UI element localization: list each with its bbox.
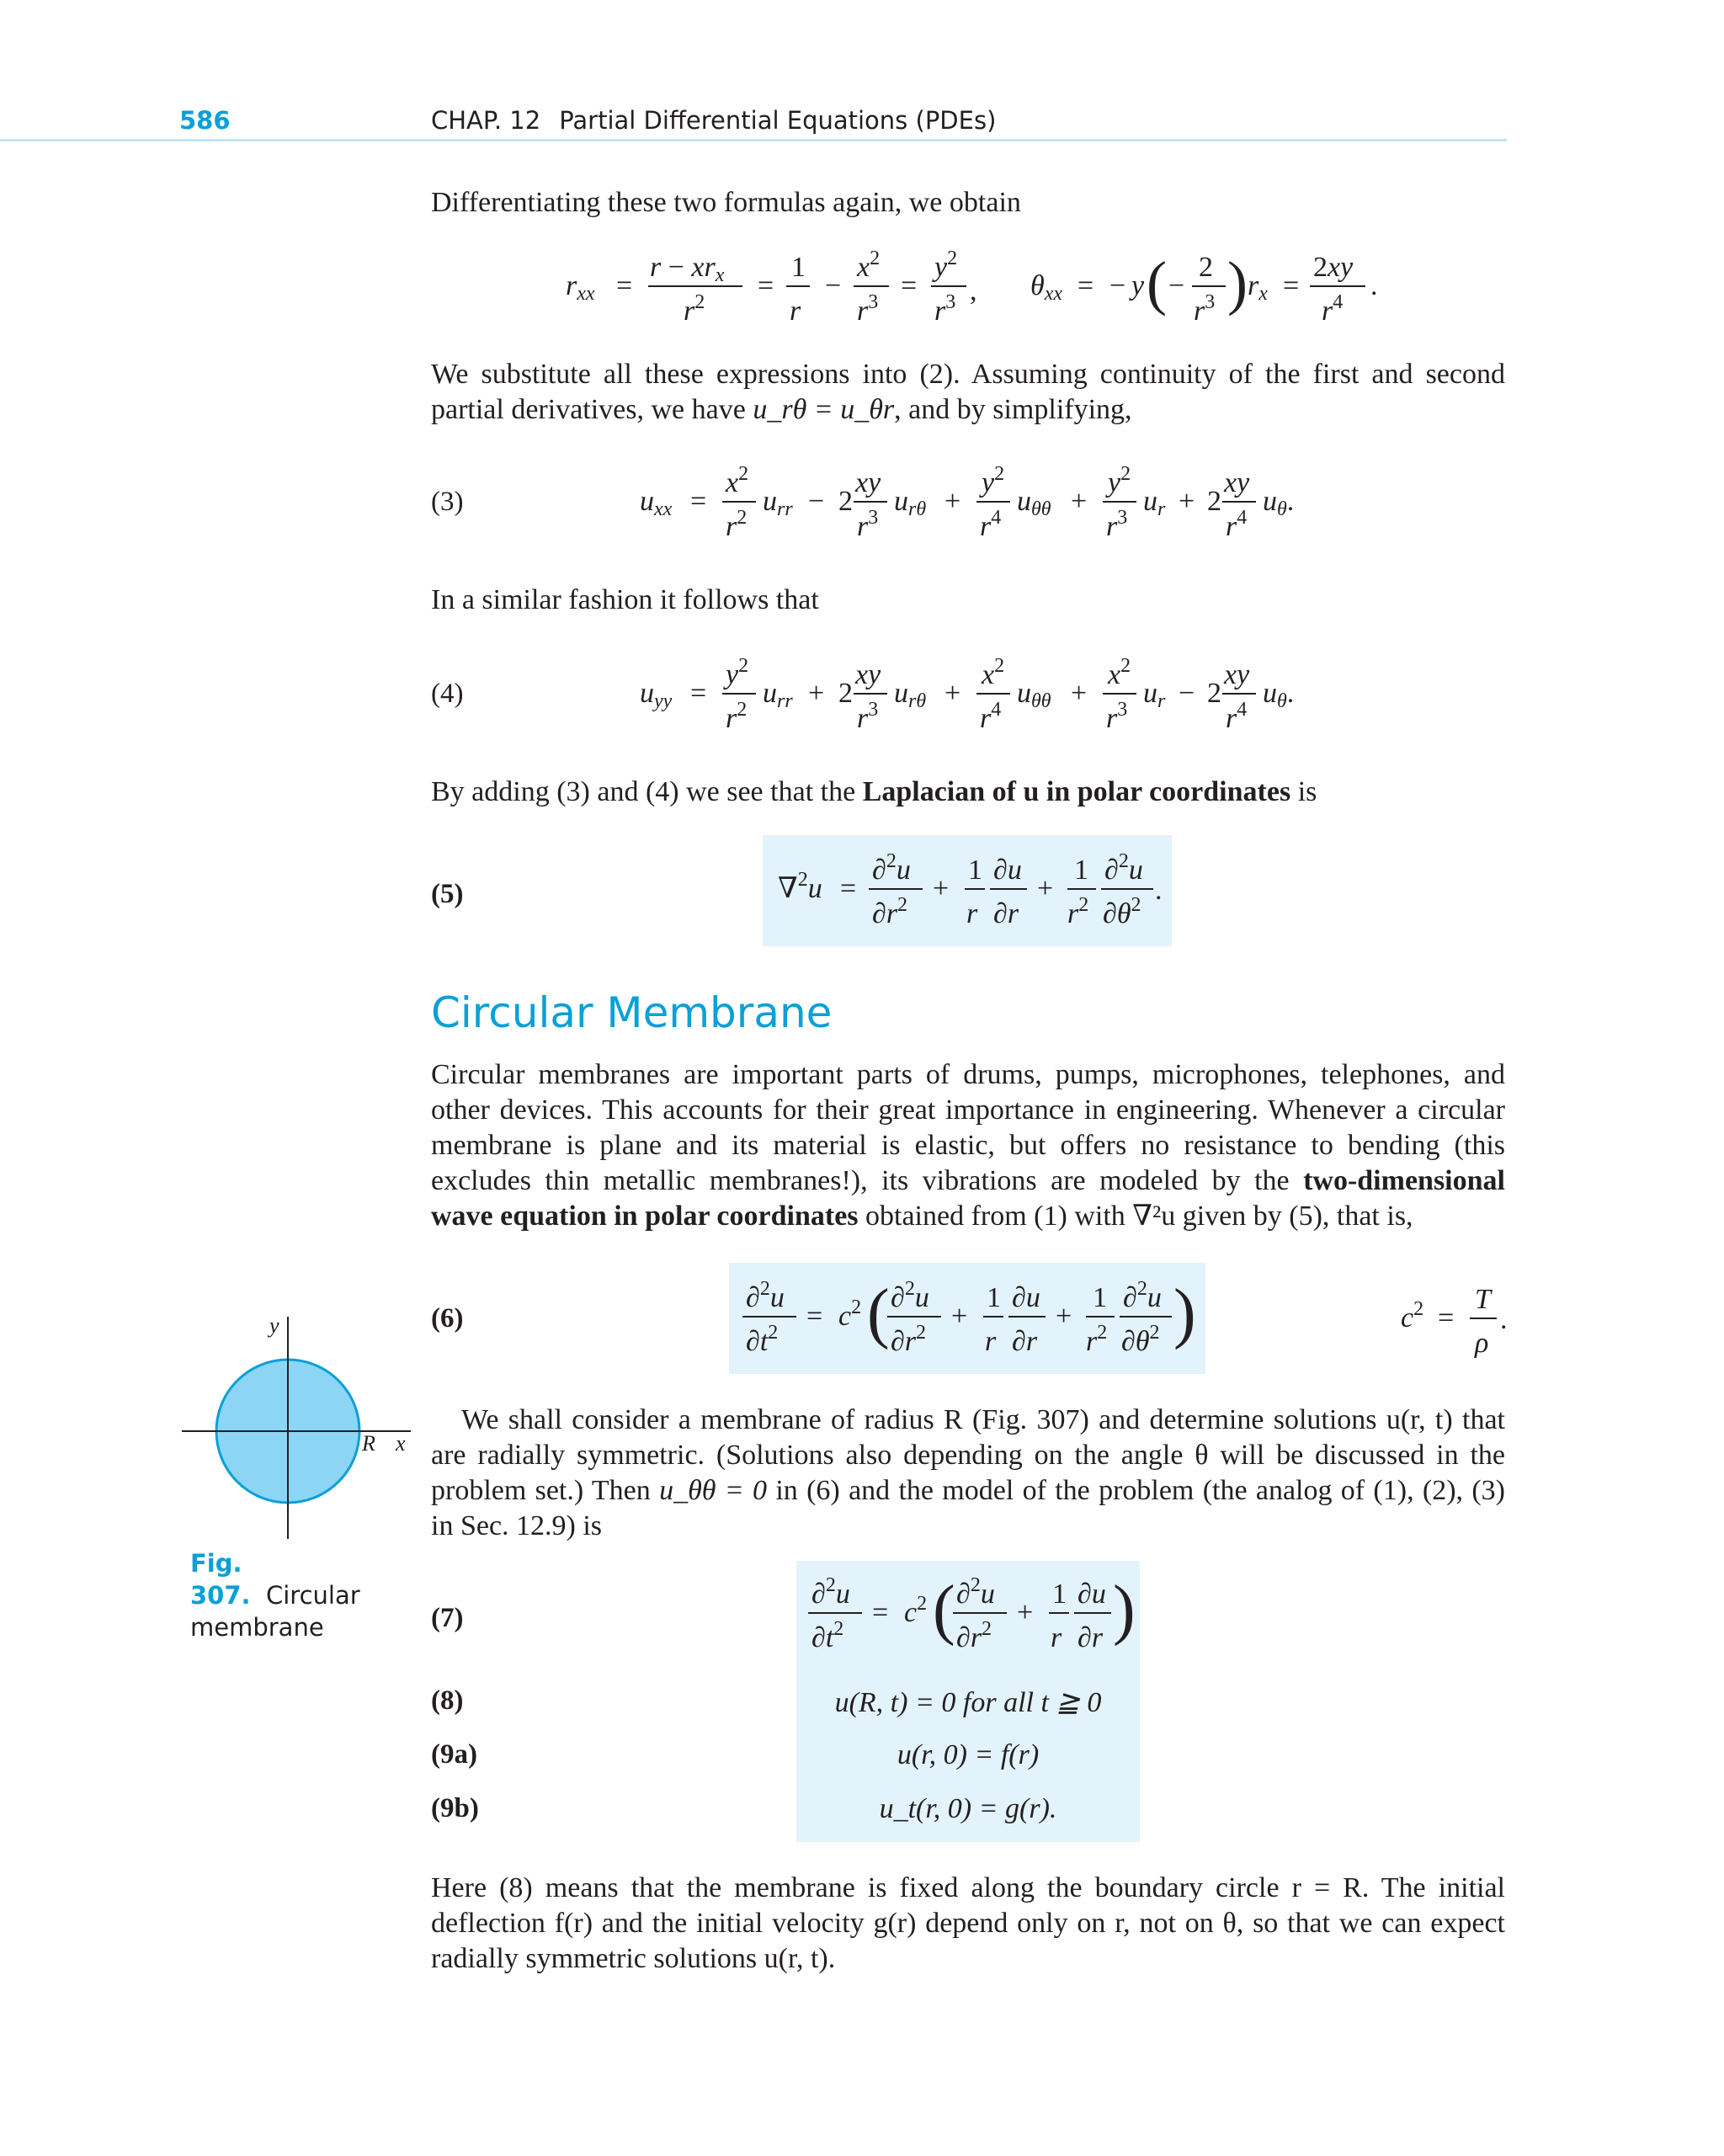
paragraph-6: We shall consider a membrane of radius R (Fig. 307) and determine solutions u(r, t) that are radially symmetric. (Solutions also depending on the angle θ will be discussed in the problem set.) Then u_θθ = 0 in (6) and the model of the problem (the analog of (1), (2), (3) in Sec. 12.9) is xyxy=(431,1404,1505,1541)
svg-text:.: . xyxy=(1370,270,1378,301)
svg-text:∂θ2: $\partial\theta^2$ xyxy=(1121,1322,1160,1357)
svg-text:uθ.: uθ. xyxy=(1263,486,1295,520)
svg-text:+: + xyxy=(1071,486,1088,517)
svg-text:r: r xyxy=(790,295,801,327)
equation-label-4: (4) xyxy=(431,679,464,709)
svg-text:r3: $r^3$ xyxy=(857,291,879,327)
svg-text:r2: $r^2$ xyxy=(726,507,748,542)
svg-text:+: + xyxy=(944,678,961,709)
svg-text:(: ( xyxy=(933,1573,955,1647)
equation-6 xyxy=(742,1273,1197,1365)
svg-text:=: = xyxy=(616,270,633,301)
figure-axis-y-label: y xyxy=(269,1313,279,1338)
svg-text:xy: xy xyxy=(1224,659,1250,690)
chapter-title: Partial Differential Equations (PDEs) xyxy=(559,106,997,135)
svg-text:uxx: uxx xyxy=(640,486,673,520)
svg-text:r2: $r^2$ xyxy=(684,291,705,327)
svg-text:ur: ur xyxy=(1143,486,1166,520)
equation-label-9a: (9a) xyxy=(431,1739,477,1770)
svg-text:urr: urr xyxy=(763,486,793,520)
svg-text:r3: $r^3$ xyxy=(1106,699,1128,734)
svg-text:ur: ur xyxy=(1143,678,1166,712)
paragraph-3: In a similar fashion it follows that xyxy=(431,584,819,615)
bold-term-laplacian: Laplacian of u in polar coordinates xyxy=(862,776,1291,807)
svg-text:=: = xyxy=(758,270,774,301)
svg-text:∂r2: $\partial r^2$ xyxy=(872,894,908,929)
svg-text:r2: $r^2$ xyxy=(1086,1322,1108,1357)
svg-text:(: ( xyxy=(867,1276,890,1350)
equation-label-6: (6) xyxy=(431,1303,464,1334)
svg-text:−: − xyxy=(1109,270,1126,301)
svg-text:=: = xyxy=(690,678,707,709)
equation-label-7: (7) xyxy=(431,1603,464,1633)
svg-text:∂t2: $\partial t^2$ xyxy=(746,1322,779,1357)
svg-text:∂2u: ∂$^2$u xyxy=(956,1574,995,1610)
svg-text:x2: $x^2$ xyxy=(857,248,881,283)
svg-text:uθθ: uθθ xyxy=(1017,486,1051,520)
svg-text:r3: $r^3$ xyxy=(1106,507,1128,542)
svg-text:∂2u: ∂$^2$u xyxy=(872,850,911,886)
svg-text:r4: $r^4$ xyxy=(980,507,1002,542)
svg-text:uθ.: uθ. xyxy=(1263,678,1295,712)
svg-text:): ) xyxy=(1113,1573,1136,1647)
svg-text:r4: $r^4$ xyxy=(1226,507,1248,542)
svg-text:2: 2 xyxy=(838,678,853,709)
svg-text:1: 1 xyxy=(791,252,806,283)
svg-text:r4: $r^4$ xyxy=(1322,291,1344,327)
svg-text:xy: xy xyxy=(855,659,881,690)
svg-text:2: 2 xyxy=(1199,252,1213,283)
svg-text:∂θ2: $\partial\theta^2$ xyxy=(1103,894,1141,929)
svg-text:∂u: ∂u xyxy=(1078,1578,1106,1610)
svg-text:1: 1 xyxy=(987,1282,1001,1313)
svg-text:+: + xyxy=(1056,1301,1072,1332)
svg-text:2xy: 2xy xyxy=(1313,252,1354,283)
figure-caption-text: Circular membrane xyxy=(190,1581,360,1642)
svg-text:urθ: urθ xyxy=(894,678,927,712)
svg-text:∂r: ∂r xyxy=(1012,1326,1038,1357)
svg-text:=: = xyxy=(1078,270,1094,301)
equation-label-3: (3) xyxy=(431,487,464,517)
svg-text:−: − xyxy=(808,486,825,517)
svg-text:r2: $r^2$ xyxy=(726,699,748,734)
equation-7 xyxy=(808,1569,1136,1662)
svg-text:r3: $r^3$ xyxy=(857,507,879,542)
paragraph-7: Here (8) means that the membrane is fixed along the boundary circle r = R. The initial deflection f(r) and the initial velocity g(r) depend only on r, not on θ, so that we can expect radially symmetric solutions u(r, t). xyxy=(431,1872,1505,1974)
svg-text:): ) xyxy=(1227,249,1248,317)
svg-text:2: 2 xyxy=(1207,486,1221,517)
svg-text:2: 2 xyxy=(838,486,853,517)
figure-radius-label: R xyxy=(362,1431,375,1456)
section-title: Circular Membrane xyxy=(431,988,833,1037)
svg-text:+: + xyxy=(944,486,961,517)
svg-text:y2: $y^2$ xyxy=(934,248,958,283)
svg-text:(: ( xyxy=(1147,249,1167,317)
paragraph-4: By adding (3) and (4) we see that the Laplacian of u in polar coordinates is xyxy=(431,776,1317,807)
svg-text:=: = xyxy=(690,486,707,517)
svg-text:=: = xyxy=(806,1301,823,1332)
svg-text:+: + xyxy=(951,1301,968,1332)
svg-text:T: T xyxy=(1475,1284,1491,1315)
svg-text:rx: rx xyxy=(1248,270,1268,305)
svg-text:1: 1 xyxy=(1052,1578,1067,1610)
svg-text:∇2u: ∇$^2$u xyxy=(778,869,822,904)
figure-axis-x-label: x xyxy=(396,1431,406,1456)
chapter-number: CHAP. 12 xyxy=(431,106,541,135)
svg-text:x2: $x^2$ xyxy=(982,655,1005,690)
svg-text:∂2u: ∂$^2$u xyxy=(746,1278,785,1313)
svg-text:=: = xyxy=(840,873,857,904)
svg-text:∂r: ∂r xyxy=(1078,1622,1104,1653)
svg-text:uyy: uyy xyxy=(640,678,673,712)
equation-4 xyxy=(640,652,1313,736)
svg-text:x2: $x^2$ xyxy=(726,463,749,498)
svg-text:∂r2: $\partial r^2$ xyxy=(891,1322,927,1357)
svg-text:x2: $x^2$ xyxy=(1108,655,1131,690)
figure-307 xyxy=(178,1313,423,1545)
svg-text:+: + xyxy=(808,678,825,709)
svg-text:+: + xyxy=(1037,873,1054,904)
svg-text:∂2u: ∂$^2$u xyxy=(891,1278,929,1313)
bold-term-wave-equation: two-dimensional wave equation in polar coordinates xyxy=(431,1165,1505,1232)
svg-text:1: 1 xyxy=(968,854,982,886)
equation-3 xyxy=(640,460,1313,544)
svg-text:r − xrx: r − xrx xyxy=(650,252,725,286)
svg-text:r: r xyxy=(966,898,978,929)
page-number: 586 xyxy=(179,106,231,135)
svg-text:c2: $c^2$ xyxy=(1401,1298,1424,1334)
svg-text:y2: $y^2$ xyxy=(726,655,749,690)
svg-text:1: 1 xyxy=(1093,1282,1107,1313)
equation-8: u(R, t) = 0 for all t ≧ 0 xyxy=(834,1687,1102,1718)
svg-text:urr: urr xyxy=(763,678,793,712)
svg-text:∂t2: $\partial t^2$ xyxy=(811,1618,844,1653)
svg-text:rxx: rxx xyxy=(566,270,595,305)
svg-text:=: = xyxy=(1283,270,1300,301)
svg-text:2: 2 xyxy=(1207,678,1221,709)
svg-text:+: + xyxy=(933,873,950,904)
svg-text:∂r2: $\partial r^2$ xyxy=(956,1618,992,1653)
svg-text:θxx: θxx xyxy=(1030,270,1063,305)
figure-number: Fig. 307. xyxy=(190,1549,251,1610)
equation-9a: u(r, 0) = f(r) xyxy=(897,1739,1040,1770)
svg-text:−: − xyxy=(825,270,842,301)
svg-text:+: + xyxy=(1179,486,1195,517)
svg-text:−: − xyxy=(1168,270,1185,301)
paragraph-2: We substitute all these expressions into (2). Assuming continuity of the first and second partial derivatives, we have u_rθ = u_θr, and by simplifying, xyxy=(431,359,1505,425)
svg-text:r3: $r^3$ xyxy=(857,699,879,734)
svg-text:r: r xyxy=(1051,1622,1062,1653)
figure-caption xyxy=(190,1547,409,1643)
equation-6-c-squared xyxy=(1401,1276,1519,1360)
svg-text:,: , xyxy=(970,275,977,306)
svg-text:∂u: ∂u xyxy=(993,854,1022,886)
svg-text:−: − xyxy=(1179,678,1195,709)
svg-text:∂r: ∂r xyxy=(993,898,1019,929)
svg-text:xy: xy xyxy=(855,467,881,498)
svg-text:+: + xyxy=(1017,1597,1034,1628)
svg-text:r4: $r^4$ xyxy=(980,699,1002,734)
svg-text:∂2u: ∂$^2$u xyxy=(811,1574,850,1610)
svg-text:y2: $y^2$ xyxy=(1108,463,1131,498)
equation-rxx-thetaxx xyxy=(566,244,1391,328)
svg-text:.: . xyxy=(1155,875,1163,906)
running-head xyxy=(431,106,996,135)
svg-text:r3: $r^3$ xyxy=(934,291,956,327)
svg-text:=: = xyxy=(1438,1302,1455,1334)
inline-u-thetatheta-zero: u_θθ = 0 xyxy=(659,1475,768,1506)
svg-text:): ) xyxy=(1173,1276,1196,1350)
svg-text:=: = xyxy=(872,1597,889,1628)
svg-text:r: r xyxy=(985,1326,997,1357)
svg-text:r3: $r^3$ xyxy=(1194,291,1216,327)
paragraph-1: Differentiating these two formulas again, we obtain xyxy=(431,187,1021,218)
paragraph-5: Circular membranes are important parts of drums, pumps, microphones, telephones, and other devices. This accounts for their great importance in engineering. Whenever a circular membrane is plane and its material is elastic, but offers no resistance to bending (this excludes thin metallic membranes!), its vibrations are modeled by the two-dimensional wave equation in polar coordinates obtained from (1) with ∇²u given by (5), that is, xyxy=(431,1059,1505,1232)
svg-text:c2: $c^2$ xyxy=(904,1593,928,1628)
equation-label-5: (5) xyxy=(431,879,464,909)
svg-text:uθθ: uθθ xyxy=(1017,678,1051,712)
svg-text:.: . xyxy=(1500,1304,1508,1335)
header-rule xyxy=(0,139,1507,141)
svg-text:ρ: ρ xyxy=(1475,1328,1489,1359)
equation-label-8: (8) xyxy=(431,1685,464,1716)
equation-9b: u_t(r, 0) = g(r). xyxy=(879,1793,1057,1824)
svg-text:r4: $r^4$ xyxy=(1226,699,1248,734)
svg-text:∂2u: ∂$^2$u xyxy=(1123,1278,1162,1313)
svg-text:∂2u: ∂$^2$u xyxy=(1104,850,1143,886)
svg-text:r2: $r^2$ xyxy=(1067,894,1089,929)
svg-text:urθ: urθ xyxy=(894,486,927,520)
equation-5 xyxy=(778,847,1165,934)
svg-text:c2: $c^2$ xyxy=(838,1296,862,1332)
inline-mixed-partials: u_rθ = u_θr xyxy=(753,394,895,425)
svg-text:y2: $y^2$ xyxy=(982,463,1005,498)
svg-text:y: y xyxy=(1131,270,1145,301)
equation-label-9b: (9b) xyxy=(431,1793,479,1823)
svg-text:xy: xy xyxy=(1224,467,1250,498)
svg-text:=: = xyxy=(901,270,918,301)
svg-text:+: + xyxy=(1071,678,1088,709)
svg-text:1: 1 xyxy=(1074,854,1088,886)
svg-text:∂u: ∂u xyxy=(1012,1282,1040,1313)
